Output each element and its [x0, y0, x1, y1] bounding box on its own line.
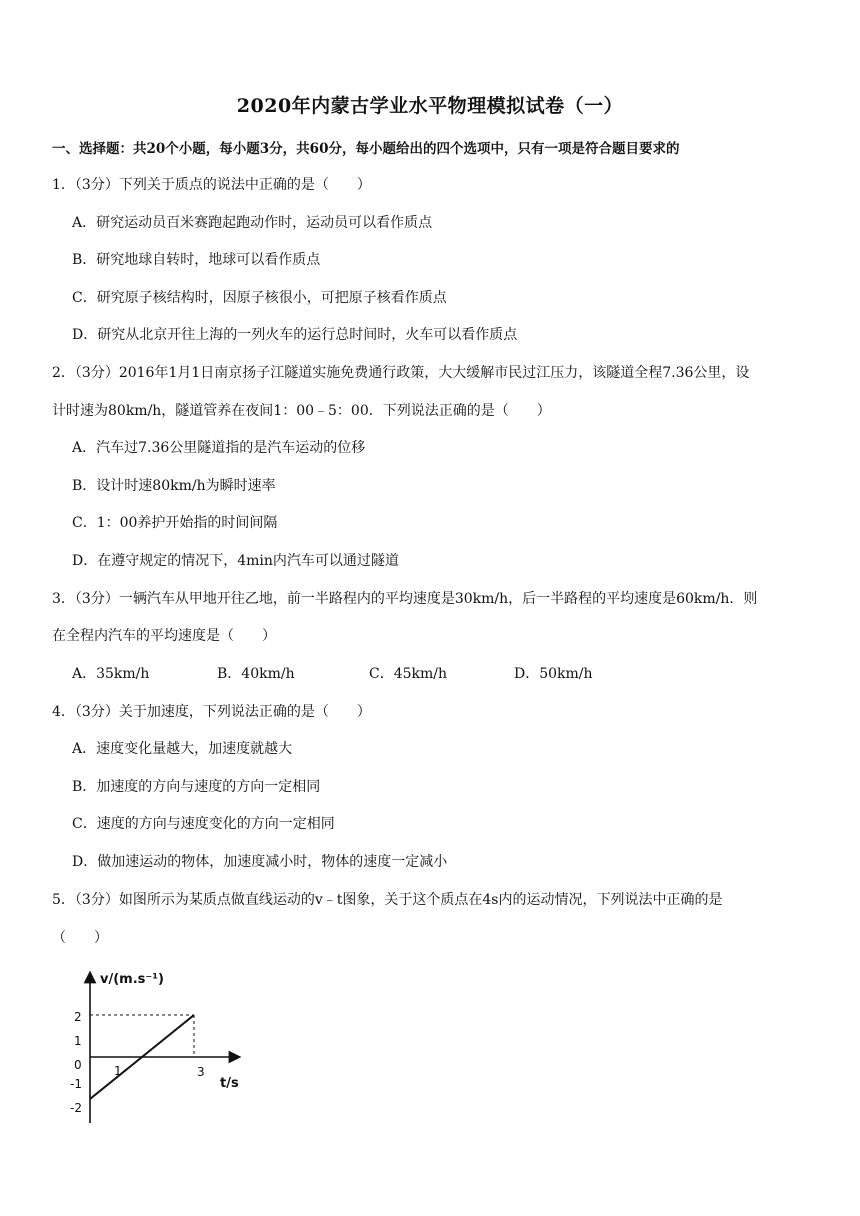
question-1-option-c: C．研究原子核结构时，因原子核很小，可把原子核看作质点 [72, 290, 447, 306]
question-3-stem: 3．（3分）一辆汽车从甲地开往乙地，前一半路程内的平均速度是30km/h，后一半路程的平均速度是60km/h．则 [52, 591, 758, 607]
question-2-option-d: D．在遵守规定的情况下，4min内汽车可以通过隧道 [72, 553, 399, 569]
question-4-option-d: D．做加速运动的物体，加速度减小时，物体的速度一定减小 [72, 854, 448, 870]
question-1-option-a: A．研究运动员百米赛跑起跑动作时，运动员可以看作质点 [72, 215, 433, 231]
question-4-option-a: A．速度变化量越大，加速度就越大 [72, 741, 293, 757]
question-1-option-b: B．研究地球自转时，地球可以看作质点 [72, 252, 321, 268]
y-tick-1: 1 [74, 1034, 82, 1048]
question-4-option-b: B．加速度的方向与速度的方向一定相同 [72, 779, 321, 795]
question-3-option-c: C．45km/h [369, 666, 448, 682]
question-2-option-c: C．1：00养护开始指的时间间隔 [72, 515, 278, 531]
section-heading: 一、选择题：共20个小题，每小题3分，共60分，每小题给出的四个选项中，只有一项是符合题目要求的 [52, 141, 680, 157]
y-tick-2: 2 [74, 1010, 82, 1024]
question-2-stem: 2．（3分）2016年1月1日南京扬子江隧道实施免费通行政策，大大缓解市民过江压力，该隧道全程7.36公里，设 [52, 365, 750, 381]
question-2-stem-cont: 计时速为80km/h，隧道管养在夜间1：00﹣5：00．下列说法正确的是（ ） [52, 403, 551, 419]
y-tick-minus2: -2 [70, 1101, 82, 1115]
x-tick-1: 1 [114, 1064, 122, 1078]
question-2-option-a: A．汽车过7.36公里隧道指的是汽车运动的位移 [72, 440, 366, 456]
question-5-stem-cont: （ ） [52, 930, 108, 946]
y-tick-0: 0 [74, 1058, 82, 1072]
question-4-option-c: C．速度的方向与速度变化的方向一定相同 [72, 816, 335, 832]
question-5-stem: 5．（3分）如图所示为某质点做直线运动的v﹣t图象，关于这个质点在4s内的运动情况，下列说法中正确的是 [52, 892, 723, 908]
question-3-option-d: D．50km/h [514, 666, 593, 682]
y-tick-minus1: -1 [70, 1077, 82, 1091]
question-2-option-b: B．设计时速80km/h为瞬时速率 [72, 478, 276, 494]
question-4-stem: 4．（3分）关于加速度，下列说法正确的是（ ） [52, 704, 371, 720]
question-3-stem-cont: 在全程内汽车的平均速度是（ ） [52, 628, 276, 644]
x-tick-3: 3 [197, 1065, 205, 1079]
question-3-option-a: A．35km/h [72, 666, 150, 682]
question-3-option-b: B．40km/h [217, 666, 295, 682]
question-1-option-d: D．研究从北京开往上海的一列火车的运行总时间时，火车可以看作质点 [72, 327, 518, 343]
vt-graph [70, 965, 270, 1130]
y-axis-label: v/(m.s⁻¹) [100, 972, 164, 987]
page-title: 2020年内蒙古学业水平物理模拟试卷（一） [236, 95, 624, 117]
question-1-stem: 1．（3分）下列关于质点的说法中正确的是（ ） [52, 177, 371, 193]
x-axis-label: t/s [220, 1076, 239, 1091]
